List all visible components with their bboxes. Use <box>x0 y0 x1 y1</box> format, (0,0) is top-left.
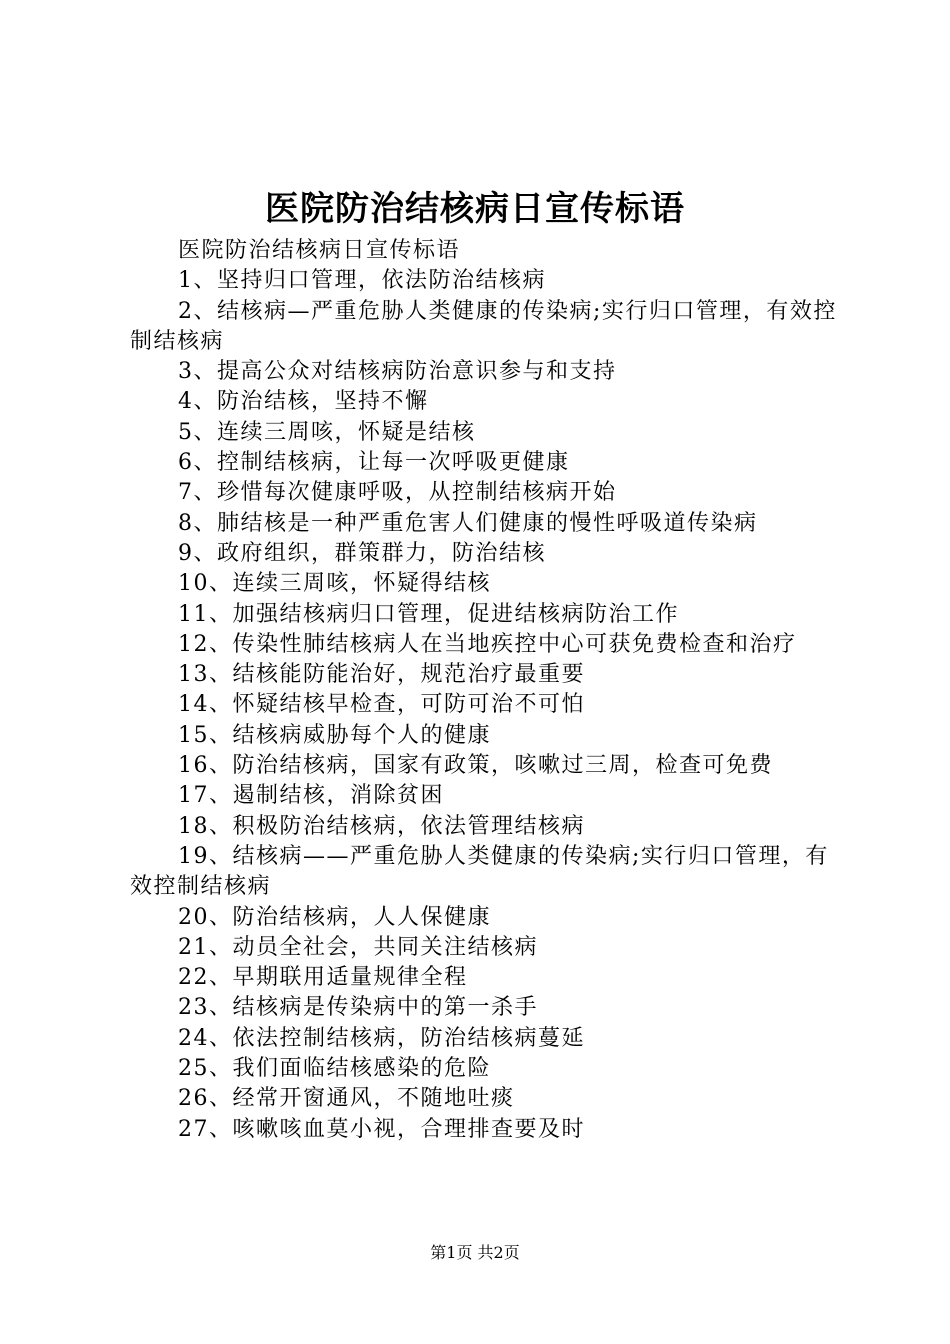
paragraph: 22、早期联用适量规律全程 <box>178 965 468 991</box>
paragraph: 6、控制结核病，让每一次呼吸更健康 <box>178 450 570 476</box>
paragraph: 9、政府组织，群策群力，防治结核 <box>178 540 546 566</box>
paragraph: 4、防治结核，坚持不懈 <box>178 389 429 415</box>
paragraph: 医院防治结核病日宣传标语 <box>178 238 461 263</box>
paragraph: 17、遏制结核，消除贫困 <box>178 783 444 809</box>
paragraph: 12、传染性肺结核病人在当地疾控中心可获免费检查和治疗 <box>178 631 797 657</box>
paragraph: 27、咳嗽咳血莫小视，合理排查要及时 <box>178 1116 585 1142</box>
document-body <box>130 236 850 1145</box>
paragraph: 21、动员全社会，共同关注结核病 <box>178 934 538 960</box>
page-footer: 第1页 共2页 <box>430 1243 520 1262</box>
paragraph: 11、加强结核病归口管理，促进结核病防治工作 <box>178 601 679 627</box>
paragraph: 3、提高公众对结核病防治意识参与和支持 <box>178 359 617 385</box>
paragraph: 10、连续三周咳，怀疑得结核 <box>178 571 491 597</box>
paragraph: 14、怀疑结核早检查，可防可治不可怕 <box>178 692 585 718</box>
paragraph: 7、珍惜每次健康呼吸，从控制结核病开始 <box>178 480 617 506</box>
paragraph: 23、结核病是传染病中的第一杀手 <box>178 995 538 1021</box>
paragraph: 13、结核能防能治好，规范治疗最重要 <box>178 662 585 688</box>
paragraph: 26、经常开窗通风，不随地吐痰 <box>178 1086 515 1112</box>
paragraph: 20、防治结核病，人人保健康 <box>178 904 491 930</box>
paragraph: 19、结核病——严重危胁人类健康的传染病;实行归口管理，有效控制结核病 <box>130 843 829 900</box>
paragraph: 24、依法控制结核病，防治结核病蔓延 <box>178 1025 585 1051</box>
paragraph: 15、结核病威胁每个人的健康 <box>178 722 491 748</box>
paragraph: 18、积极防治结核病，依法管理结核病 <box>178 813 585 839</box>
paragraph: 5、连续三周咳，怀疑是结核 <box>178 419 476 445</box>
document-title: 医院防治结核病日宣传标语 <box>265 189 685 229</box>
paragraph: 8、肺结核是一种严重危害人们健康的慢性呼吸道传染病 <box>178 510 758 536</box>
paragraph: 2、结核病—严重危胁人类健康的传染病;实行归口管理，有效控制结核病 <box>130 298 837 354</box>
paragraph: 25、我们面临结核感染的危险 <box>178 1056 491 1082</box>
paragraph: 1、坚持归口管理，依法防治结核病 <box>178 268 546 294</box>
paragraph: 16、防治结核病，国家有政策，咳嗽过三周，检查可免费 <box>178 753 773 779</box>
